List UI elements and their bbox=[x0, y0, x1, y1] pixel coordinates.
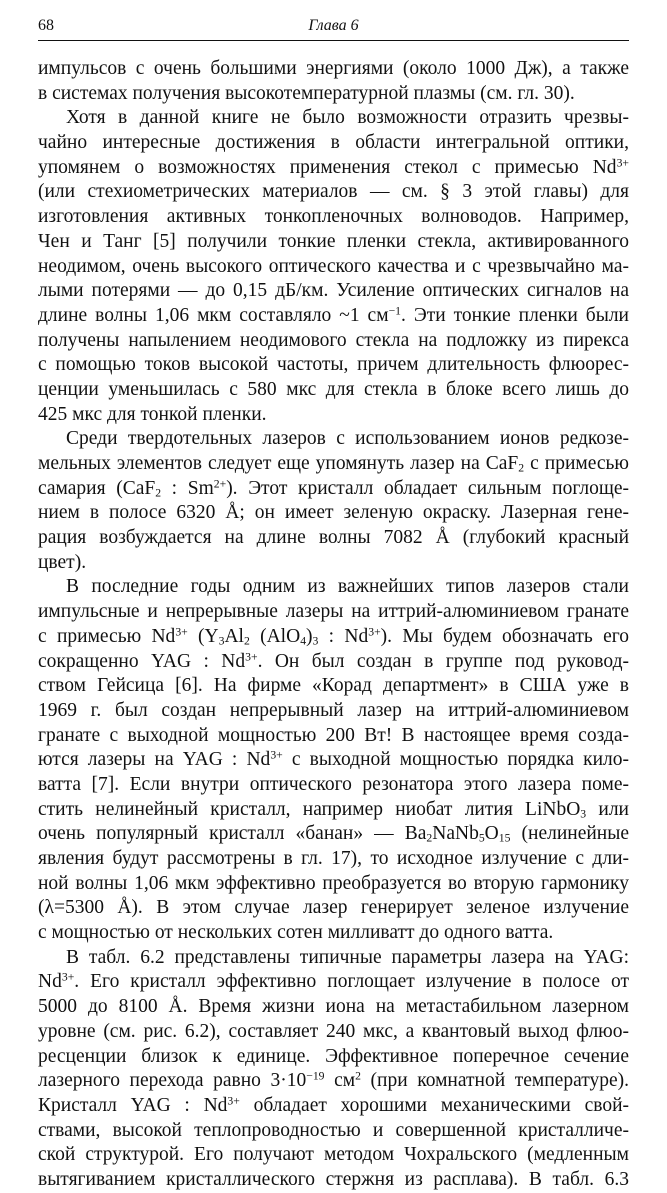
text-line: гранате с выходной мощностью 200 Вт! В настоящее время созда- bbox=[38, 724, 629, 746]
text-line: упомянем о возможностях применения стекол с примесью $Nd^{3+}$ bbox=[38, 156, 629, 178]
text-line: (λ=5300 Å). В этом случае лазер генерирует зеленое излучение bbox=[38, 897, 629, 919]
text-line: лыми потерями — до 0,15 дБ/км. Усиление оптических сигналов на bbox=[38, 280, 629, 302]
text-line: чайно интересные достижения в области интегральной оптики, bbox=[38, 132, 629, 154]
text-line: сокращенно YAG : $Nd^{3+}$. Он был создан в группе под руковод- bbox=[38, 650, 629, 672]
text-line: ством Гейсица [6]. На фирме «Корад департмент» в США уже в bbox=[38, 675, 629, 697]
text-line: 425 мкс для тонкой пленки. bbox=[38, 403, 267, 425]
text-line: (или стехиометрических материалов — см. § 3 этой главы) для bbox=[38, 181, 629, 203]
text-line: стить нелинейный кристалл, например ниобат лития LiNbO$_3$ или bbox=[38, 798, 629, 820]
chapter-title: Глава 6 bbox=[308, 17, 359, 34]
text-line: Кристалл YAG : $Nd^{3+}$ обладает хорошими механическими свой- bbox=[38, 1094, 629, 1116]
text-line: Среди твердотельных лазеров с использованием ионов редкозе- bbox=[66, 428, 629, 450]
body-text bbox=[38, 57, 629, 1193]
text-line: очень популярный кристалл «банан» — $Ba_2NaNb_5O_{15}$ (нелинейные bbox=[38, 823, 629, 845]
page-number: 68 bbox=[38, 17, 54, 34]
text-line: длине волны 1,06 мкм составляло ~1 $см^{-1}$. Эти тонкие пленки были bbox=[38, 304, 629, 326]
text-line: 5000 до 8100 Å. Время жизни иона на метастабильном лазерном bbox=[38, 996, 629, 1018]
text-line: с помощью токов высокой частоты, причем длительность флюорес- bbox=[38, 354, 629, 376]
text-line: самария (CaF$_2$ : $Sm^{2+}$). Этот кристалл обладает сильным поглоще- bbox=[38, 477, 629, 500]
text-line: цвет). bbox=[38, 551, 87, 573]
text-line: явления будут рассмотрены в гл. 17), то исходное излучение с дли- bbox=[38, 848, 629, 869]
text-line: ценции уменьшилась с 580 мкс для стекла в блоке всего лишь до bbox=[38, 378, 629, 400]
text-line: получены напылением неодимового стекла на подложку из пирекса bbox=[38, 329, 629, 351]
text-line: $Nd^{3+}$. Его кристалл эффективно поглощает излучение в полосе от bbox=[38, 971, 629, 993]
text-line: с примесью $Nd^{3+}$ ($Y_3Al_2$ $(AlO_4)_3$ : $Nd^{3+}$). Мы будем обозначать его bbox=[38, 625, 629, 648]
text-line: В последние годы одним из важнейших типов лазеров стали bbox=[66, 576, 629, 598]
text-line: Чен и Танг [5] получили тонкие пленки стекла, активированного bbox=[38, 230, 629, 252]
text-line: импульсов с очень большими энергиями (около 1000 Дж), а также bbox=[38, 58, 629, 79]
text-line: ствами, высокой теплопроводностью и совершенной кристалличе- bbox=[38, 1119, 629, 1141]
text-line: уровне (см. рис. 6.2), составляет 240 мкс, а квантовый выход флюо- bbox=[38, 1020, 629, 1042]
text-line: Хотя в данной книге не было возможности отразить чрезвы- bbox=[66, 107, 629, 129]
text-line: ватта [7]. Если внутри оптического резонатора этого лазера поме- bbox=[38, 773, 629, 795]
text-line: В табл. 6.2 представлены типичные параметры лазера на YAG: bbox=[66, 946, 629, 968]
text-line: с мощностью от нескольких сотен милливатт до одного ватта. bbox=[38, 922, 554, 944]
text-line: изготовления активных тонкопленочных волноводов. Например, bbox=[38, 206, 629, 228]
text-line: ресценции близок к единице. Эффективное поперечное сечение bbox=[38, 1045, 629, 1067]
text-line: рация возбуждается на длине волны 7082 Å (глубокий красный bbox=[38, 527, 629, 549]
text-line: вытягиванием кристаллического стержня из расплава). В табл. 6.3 bbox=[38, 1168, 629, 1190]
text-line: мельных элементов следует еще упомянуть лазер на CaF$_2$ с примесью bbox=[38, 453, 629, 475]
text-line: нием в полосе 6320 Å; он имеет зеленую окраску. Лазерная гене- bbox=[38, 502, 629, 524]
text-line: ной волны 1,06 мкм эффективно преобразуется во вторую гармонику bbox=[38, 872, 629, 894]
text-line: ской структурой. Его получают методом Чохральского (медленным bbox=[38, 1144, 629, 1166]
text-line: в системах получения высокотемпературной плазмы (см. гл. 30). bbox=[38, 82, 575, 104]
text-line: лазерного перехода равно $3\cdot 10^{-19}$ $см^2$ (при комнатной температуре). bbox=[38, 1069, 629, 1092]
page-header bbox=[38, 17, 629, 39]
header-rule bbox=[38, 40, 629, 41]
text-line: неодимом, очень высокого оптического качества и с чрезвычайно ма- bbox=[38, 255, 629, 277]
text-line: импульсные и непрерывные лазеры на иттрий-алюминиевом гранате bbox=[38, 601, 629, 623]
text-line: ются лазеры на YAG : $Nd^{3+}$ с выходной мощностью порядка кило- bbox=[38, 748, 629, 771]
text-line: 1969 г. был создан непрерывный лазер на иттрий-алюминиевом bbox=[38, 699, 629, 721]
